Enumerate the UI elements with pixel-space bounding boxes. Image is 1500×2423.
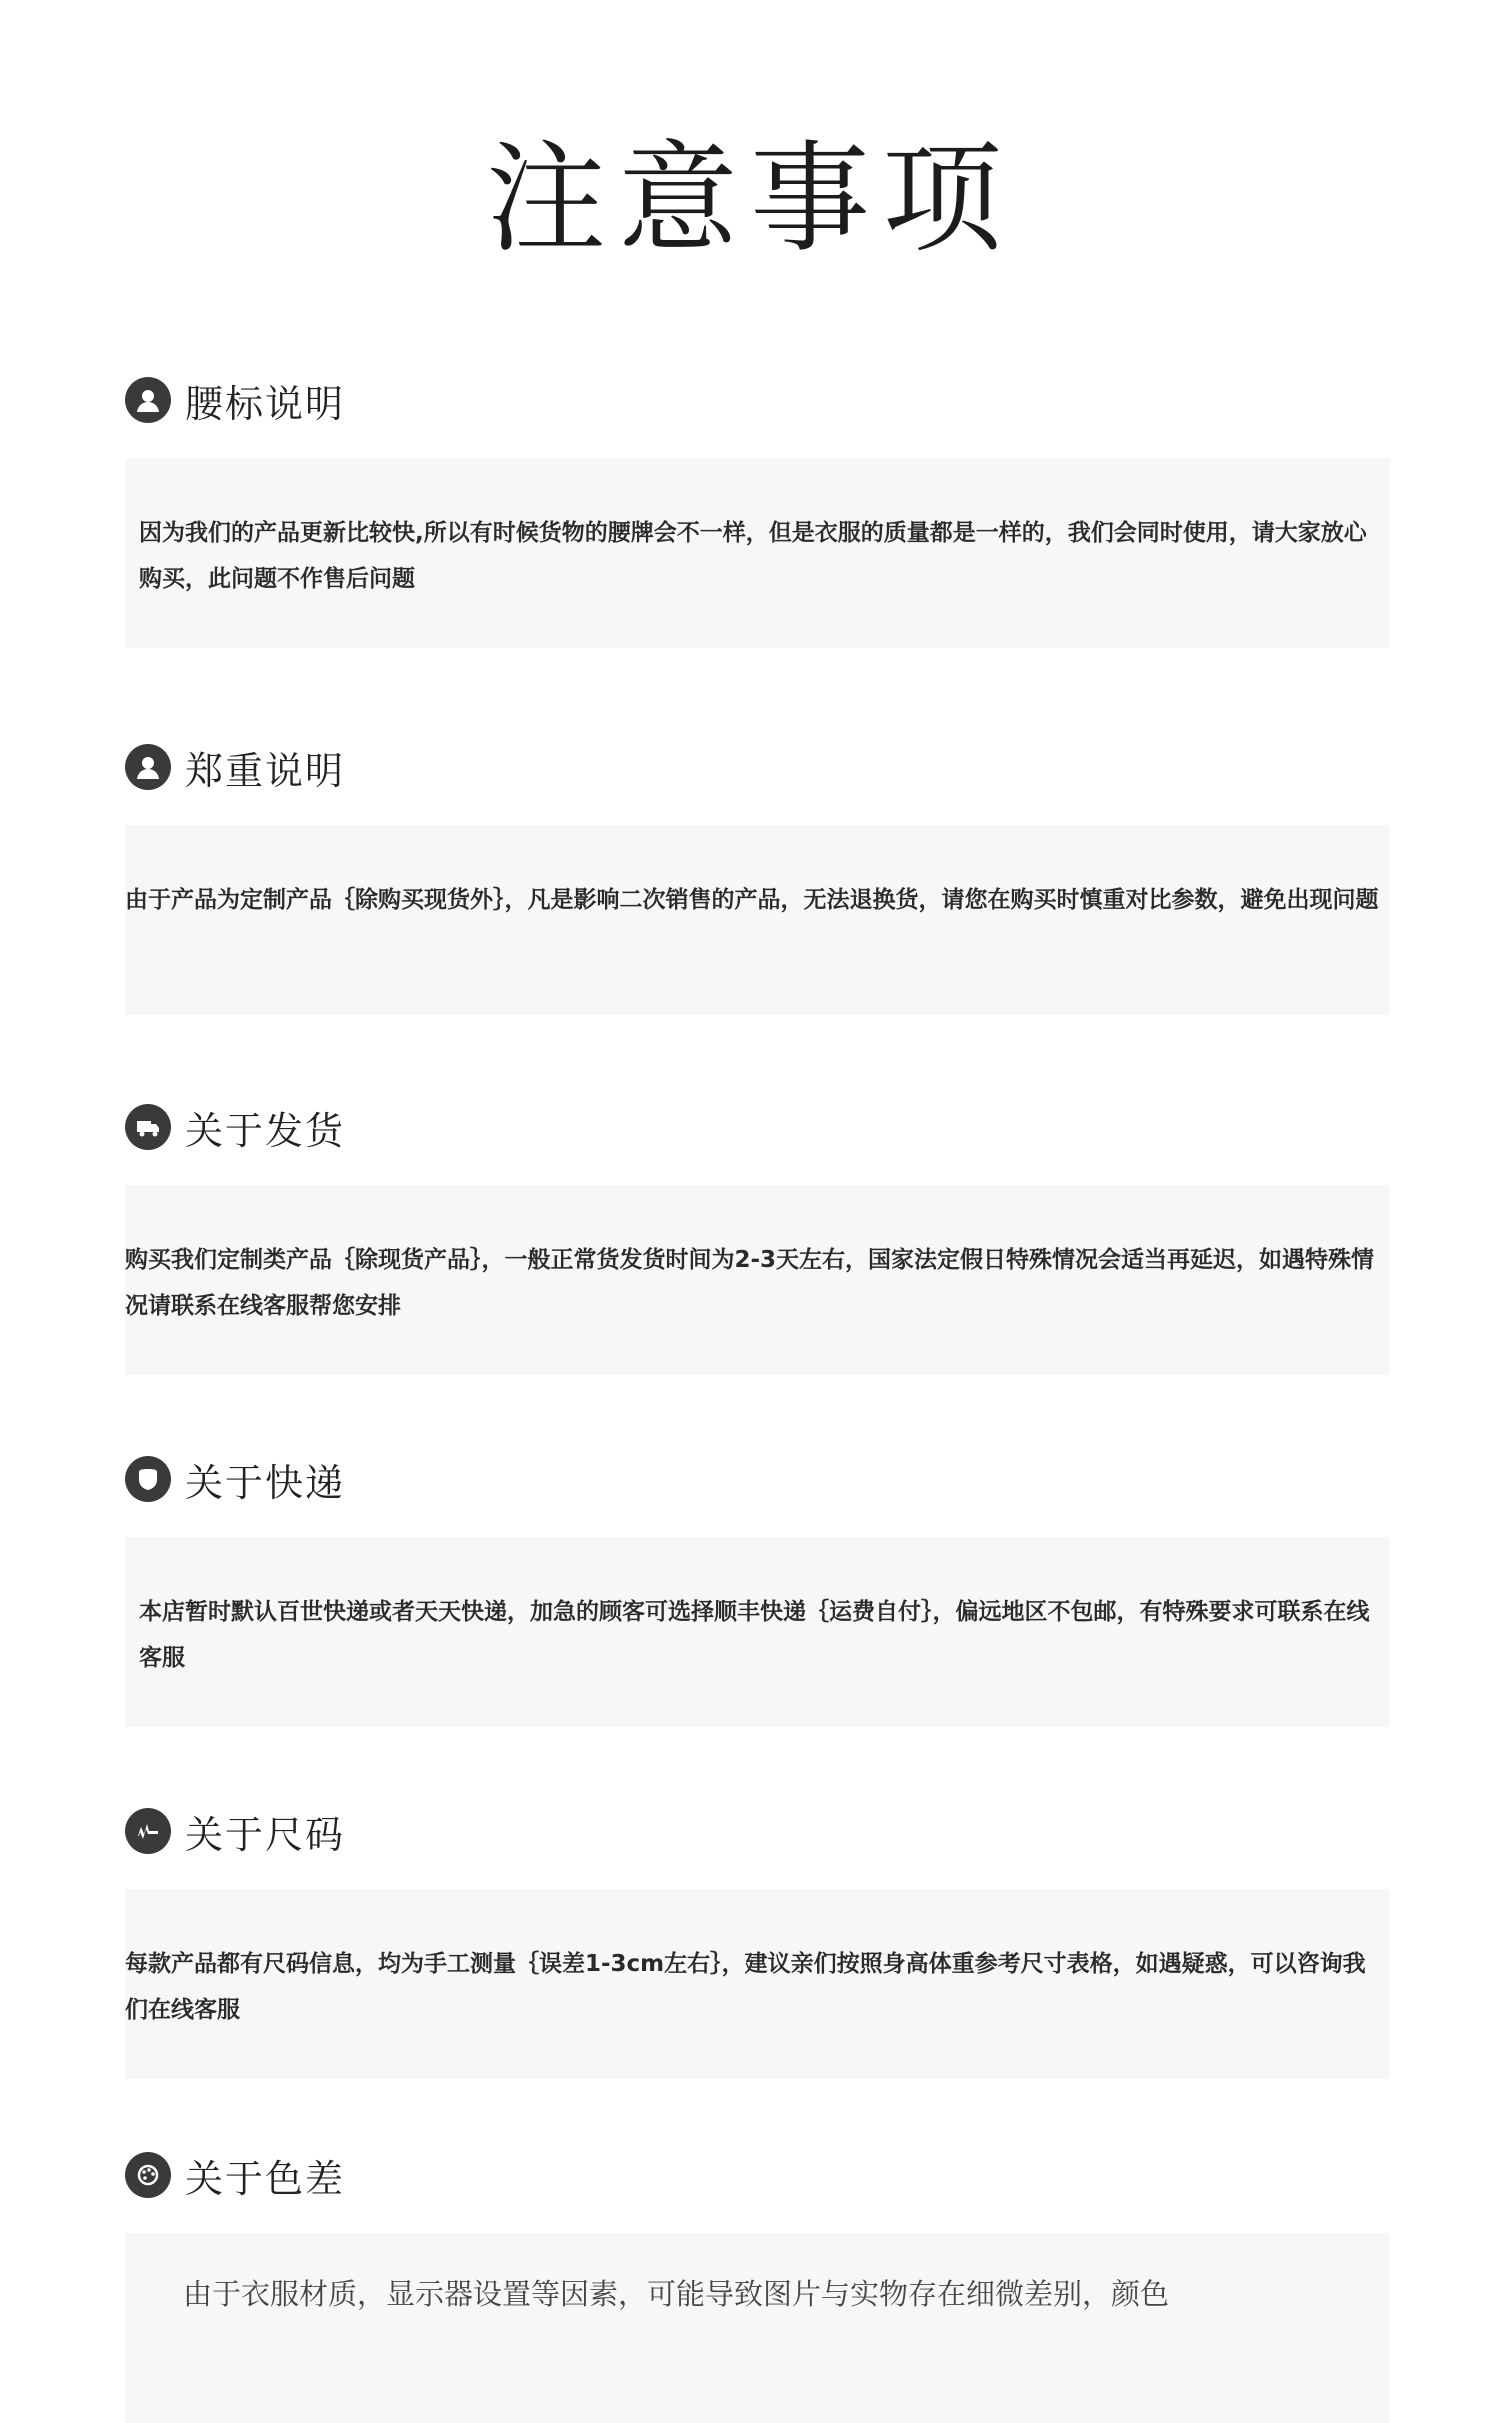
section-courier — [125, 1449, 1390, 1727]
section-body — [125, 458, 1390, 648]
section-text: 购买我们定制类产品｛除现货产品｝，一般正常货发货时间为2-3天左右，国家法定假日特殊情况会适当再延迟，如遇特殊情况请联系在线客服帮您安排 — [125, 1247, 1375, 1319]
section-solemn-notice — [125, 737, 1390, 1015]
section-header — [125, 2145, 1390, 2205]
section-sizing — [125, 1801, 1390, 2079]
truck-icon — [125, 1104, 171, 1150]
section-waist-label — [125, 370, 1390, 648]
section-title: 关于色差 — [185, 2156, 346, 2201]
palette-icon — [125, 2152, 171, 2198]
section-body — [125, 1537, 1390, 1727]
section-header — [125, 370, 1390, 430]
section-title: 关于发货 — [185, 1108, 346, 1153]
shield-icon — [125, 1456, 171, 1502]
section-text: 本店暂时默认百世快递或者天天快递，加急的顾客可选择顺丰快递｛运费自付｝，偏远地区不包邮，有特殊要求可联系在线客服 — [139, 1599, 1370, 1671]
section-header — [125, 1801, 1390, 1861]
section-body — [125, 2233, 1390, 2423]
section-header — [125, 1449, 1390, 1509]
section-title: 郑重说明 — [185, 748, 346, 793]
section-header — [125, 1097, 1390, 1157]
section-shipping — [125, 1097, 1390, 1375]
section-title: 关于快递 — [185, 1460, 346, 1505]
user-icon — [125, 377, 171, 423]
section-text: 因为我们的产品更新比较快,所以有时候货物的腰牌会不一样，但是衣服的质量都是一样的，我们会同时使用，请大家放心购买，此问题不作售后问题 — [139, 520, 1367, 592]
section-title: 腰标说明 — [185, 381, 346, 426]
ruler-icon — [125, 1808, 171, 1854]
section-header — [125, 737, 1390, 797]
section-body — [125, 1889, 1390, 2079]
section-text: 由于产品为定制产品｛除购买现货外｝，凡是影响二次销售的产品，无法退换货，请您在购买时慎重对比参数，避免出现问题 — [125, 887, 1379, 913]
section-color-difference — [125, 2145, 1390, 2423]
section-title: 关于尺码 — [185, 1812, 346, 1857]
section-body — [125, 825, 1390, 1015]
section-text: 每款产品都有尺码信息，均为手工测量｛误差1-3cm左右｝，建议亲们按照身高体重参考尺寸表格，如遇疑惑，可以咨询我们在线客服 — [125, 1951, 1366, 2023]
user-icon — [125, 744, 171, 790]
section-body — [125, 1185, 1390, 1375]
page-title: 注意事项 — [486, 130, 1014, 269]
section-text: 由于衣服材质，显示器设置等因素，可能导致图片与实物存在细微差别，颜色 — [183, 2277, 1170, 2311]
